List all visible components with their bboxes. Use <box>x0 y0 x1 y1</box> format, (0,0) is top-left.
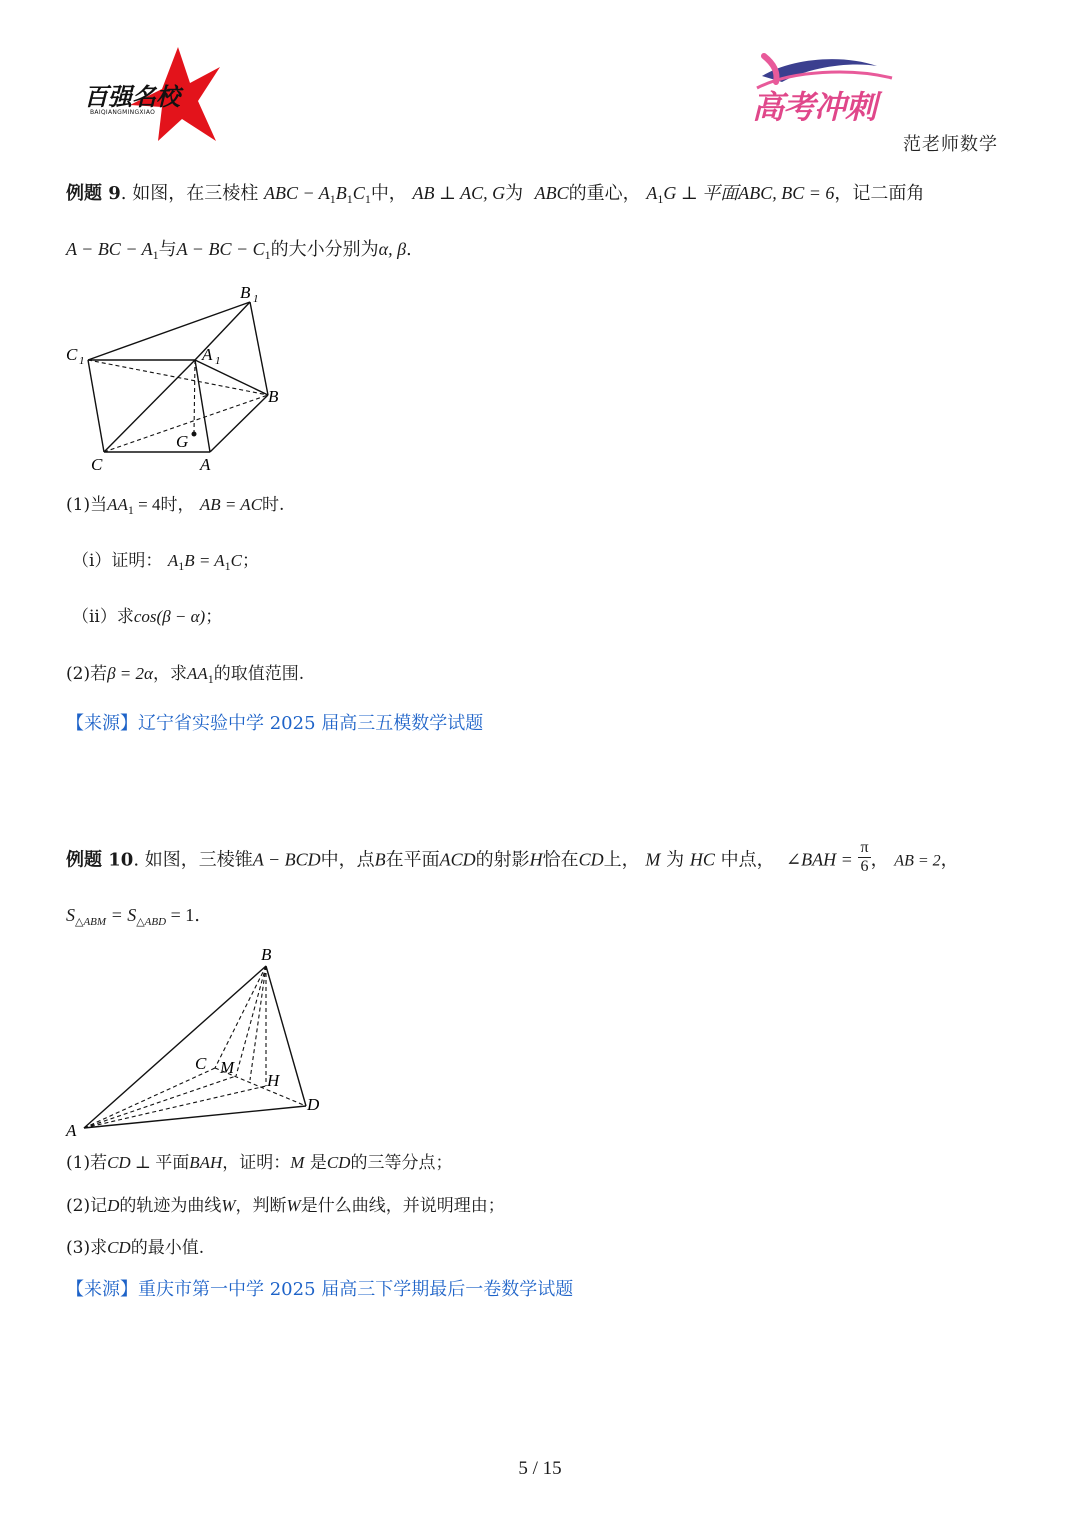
ex10-text: ，判断 <box>235 1196 287 1216</box>
edge-ab <box>210 395 268 452</box>
ex9-c: C <box>352 183 365 203</box>
edge-b1b <box>250 302 268 395</box>
ex10-text: ⊥ 平面 <box>130 1153 190 1172</box>
ex9-cos: cos(β − α) <box>133 607 206 626</box>
ex10-q3 <box>66 1235 204 1261</box>
label-d: D <box>307 1095 320 1114</box>
sub: 1 <box>152 248 159 262</box>
ex10-label: 例题 10 <box>66 849 134 871</box>
ex10-text: 是什么曲线，并说明理由； <box>300 1196 505 1216</box>
centroid-point <box>192 432 197 437</box>
ex10-text: 的射影 <box>475 849 530 871</box>
ex10-cd: CD <box>326 1153 351 1172</box>
page-number: 5 / 15 <box>518 1458 562 1479</box>
ex9-text: 时， <box>160 495 195 515</box>
label-a: A <box>200 455 211 474</box>
ex9-q1ii <box>72 604 222 630</box>
ex9-prism: ABC − A <box>263 183 330 203</box>
ex9-text: 的取值范围. <box>213 664 305 684</box>
ex10-tet: A − BCD <box>252 849 321 870</box>
ex10-m: M <box>290 1153 305 1172</box>
ex9-q1 <box>66 492 284 523</box>
ex10-text: (3)求 <box>66 1238 108 1258</box>
label-h: H <box>267 1071 280 1090</box>
sub: 1 <box>127 503 134 517</box>
ex9-dihedral-1: A − BC − A <box>66 239 153 259</box>
ex9-text: 时. <box>262 495 285 515</box>
frac-num: π <box>860 839 869 856</box>
logo-text-pinyin: BAIQIANGMINGXIAO <box>90 109 156 116</box>
ex10-text: ， <box>870 849 889 871</box>
sub: 1 <box>264 248 271 262</box>
ex9-eq: AB = AC <box>199 495 263 514</box>
ex9-a: A <box>167 551 179 570</box>
dashed-bx <box>250 966 266 1080</box>
ex9-text: . <box>406 239 412 260</box>
ex9-text: （i）证明： <box>72 551 163 571</box>
ex9-text: ，求 <box>152 664 187 684</box>
ex9-text: (2)若 <box>66 664 108 684</box>
ex10-tetra-figure <box>60 940 340 1140</box>
ex10-text: 为 <box>666 849 685 871</box>
ex10-h: H <box>529 849 543 870</box>
ex10-bah: BAH <box>189 1153 223 1172</box>
label-c: C <box>195 1054 207 1073</box>
ex9-text: ； <box>242 551 260 571</box>
ex9-q2 <box>66 661 304 692</box>
ex10-m: M <box>645 849 661 870</box>
ex9-line1 <box>66 180 924 212</box>
ex9-source: 【来源】辽宁省实验中学 2025 届高三五模数学试题 <box>66 713 484 734</box>
label-sub: 1 <box>79 355 85 367</box>
ex10-text: 中点， <box>720 849 775 871</box>
ex10-ab2: AB = 2 <box>894 852 941 870</box>
ex10-text: . <box>194 905 200 926</box>
ex9-text: 为 <box>505 183 524 204</box>
ex9-aa: AA <box>186 664 208 683</box>
edge-a1a <box>195 360 210 452</box>
ex9-text: . 如图，在三棱柱 <box>120 183 259 204</box>
ex10-line2 <box>66 902 200 935</box>
ex10-w: W <box>221 1196 236 1215</box>
ex9-text: 中， <box>370 183 407 204</box>
dashed-a1g <box>194 360 195 433</box>
ex9-label: 例题 9 <box>66 183 121 204</box>
ex10-q2 <box>66 1193 505 1219</box>
sub: △ABD <box>136 916 167 928</box>
label-sub: 1 <box>215 355 221 367</box>
label-sub: 1 <box>253 293 259 305</box>
ex9-text: 与 <box>158 239 177 260</box>
ex10-cd: CD <box>107 1238 131 1257</box>
ex10-line1 <box>66 839 959 876</box>
ex9-c: C <box>230 551 243 570</box>
ex10-text: 中，点 <box>320 849 375 871</box>
ex10-eq: = 1 <box>166 905 195 925</box>
ex10-text: (1)若 <box>66 1153 108 1173</box>
edge-ab <box>84 966 266 1128</box>
dashed-c1b <box>88 360 268 395</box>
label-m: M <box>220 1058 235 1077</box>
ex9-plane: ABC, BC = 6 <box>738 183 835 203</box>
ex9-abc: ABC <box>534 183 569 203</box>
logo-text-cn: 百强名校 <box>84 83 180 111</box>
teacher-name: 范老师数学 <box>903 134 998 155</box>
label-b: B <box>261 945 272 964</box>
ex9-prism-figure <box>60 280 290 480</box>
ex9-a1g: G ⊥ 平面 <box>663 183 739 203</box>
pi-over-six <box>858 839 870 876</box>
ex9-text: 的重心， <box>568 183 641 204</box>
ex10-text: . 如图，三棱锥 <box>133 849 253 871</box>
ex10-hc: HC <box>689 849 715 870</box>
ex9-b: B <box>335 183 347 203</box>
ex9-text: ； <box>205 607 223 627</box>
edge-a1b <box>195 360 268 395</box>
sub: 1 <box>224 559 231 573</box>
ex10-source: 【来源】重庆市第一中学 2025 届高三下学期最后一卷数学试题 <box>66 1279 574 1300</box>
label-c1: C <box>66 345 78 364</box>
dashed-ac <box>84 1068 215 1128</box>
exam-logo <box>752 48 902 128</box>
ex10-d: D <box>107 1196 120 1215</box>
ex9-perp: AB ⊥ AC, G <box>412 183 506 203</box>
ex9-text: 的大小分别为 <box>270 239 379 260</box>
sub: 1 <box>207 672 214 686</box>
ex10-s: S <box>66 905 75 925</box>
edge-c1c <box>88 360 104 452</box>
ex10-angle: ∠BAH = <box>786 849 853 870</box>
frac-den: 6 <box>860 858 869 875</box>
ex10-q1 <box>66 1150 452 1176</box>
label-c: C <box>91 455 103 474</box>
ex10-text: 的轨迹为曲线 <box>119 1196 222 1216</box>
sub: △ABM <box>75 916 107 928</box>
sub: 1 <box>329 192 336 206</box>
school-logo <box>78 45 223 145</box>
ex10-b: B <box>374 849 386 870</box>
ex10-text: 恰在 <box>542 849 579 871</box>
ex9-text: (1)当 <box>66 495 108 515</box>
exam-logo-text: 高考冲刺 <box>752 88 877 126</box>
ex10-w: W <box>286 1196 301 1215</box>
ex10-text: ， <box>940 849 959 871</box>
label-a: A <box>66 1121 77 1140</box>
ex10-cd: CD <box>107 1153 131 1172</box>
ex10-text: 是 <box>309 1153 327 1173</box>
ex10-text: 在平面 <box>385 849 440 871</box>
ex9-text: （ii）求 <box>72 607 134 627</box>
ex9-dihedral-2: A − BC − C <box>176 239 265 259</box>
ex10-acd: ACD <box>439 849 476 870</box>
sub: 1 <box>364 192 371 206</box>
ex9-eq: = 4 <box>133 495 161 514</box>
ex10-cd: CD <box>578 849 604 870</box>
ex10-text: ，证明： <box>222 1153 291 1173</box>
ex9-aa: AA <box>107 495 128 514</box>
ex9-text: ，记二面角 <box>834 183 925 204</box>
sub: 1 <box>657 192 664 206</box>
ex10-text: 的三等分点； <box>350 1153 453 1173</box>
ex10-text: (2)记 <box>66 1196 108 1216</box>
sub: 1 <box>178 559 185 573</box>
ex9-q1i <box>72 548 259 579</box>
ex10-text: 的最小值. <box>130 1238 205 1258</box>
dashed-ah <box>84 1086 266 1128</box>
ex9-greek: α, β <box>378 239 407 259</box>
label-b1: B <box>240 283 251 302</box>
ex9-eq: β = 2α <box>107 664 153 683</box>
label-a1: A <box>202 345 213 364</box>
label-g: G <box>176 432 189 451</box>
ex9-a: A <box>646 183 658 203</box>
ex9-line2 <box>66 236 412 268</box>
edge-c1b1 <box>88 302 250 360</box>
ex10-text: 上， <box>603 849 640 871</box>
label-b: B <box>268 387 279 406</box>
dashed-bm <box>236 966 266 1076</box>
ex10-eq: = S <box>106 905 137 925</box>
ex9-eq: B = A <box>184 551 225 570</box>
sub: 1 <box>346 192 353 206</box>
